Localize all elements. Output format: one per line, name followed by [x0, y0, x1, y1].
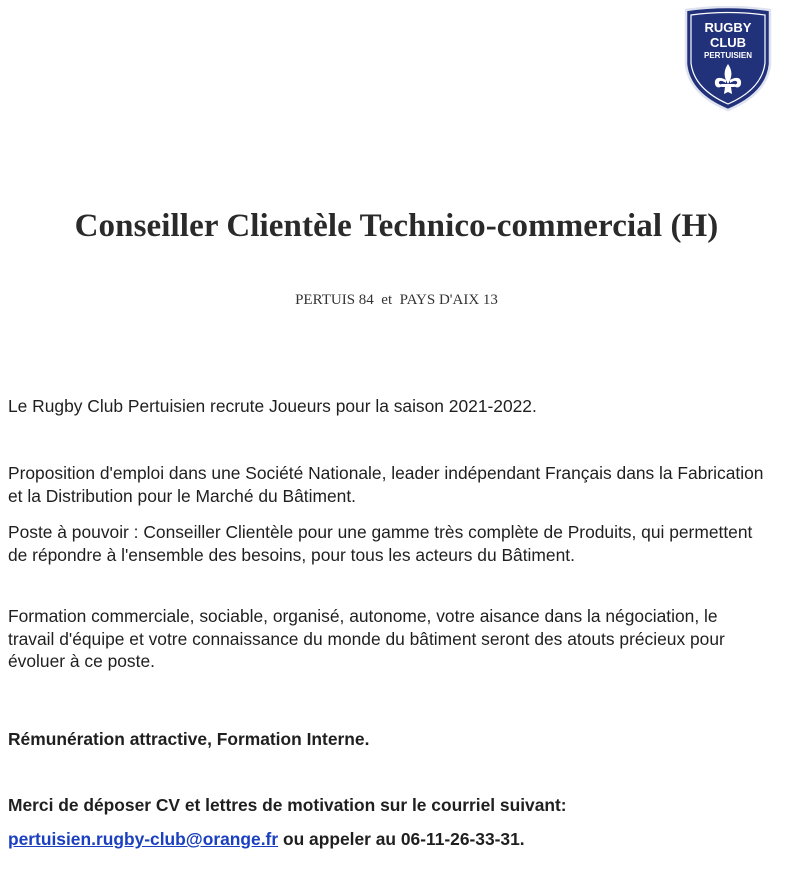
remuneration-text: Rémunération attractive, Formation Interne.	[8, 729, 370, 749]
contact-line	[8, 828, 768, 851]
phone-text: ou appeler au 06-11-26-33-31.	[278, 829, 525, 849]
logo-text-line3: PERTUISIEN	[703, 51, 753, 60]
page-title: Conseiller Clientèle Technico-commercial (H)	[74, 208, 719, 244]
email-link[interactable]: pertuisien.rugby-club@orange.fr	[8, 829, 279, 849]
position-paragraph: Poste à pouvoir : Conseiller Clientèle pour une gamme très complète de Produits, qui permettent de répondre à l'ensemble des besoins, pour tous les acteurs du Bâtiment.	[8, 522, 753, 565]
logo-text-line1: RUGBY	[704, 20, 752, 35]
profile-paragraph: Formation commerciale, sociable, organisé, autonome, votre aisance dans la négociation, le travail d'équipe et votre connaissance du monde du bâtiment seront des atouts précieux pour évoluer à ce poste.	[8, 606, 725, 671]
logo-text-line2: CLUB	[709, 35, 747, 50]
location-subtitle: PERTUIS 84 et PAYS D'AIX 13	[295, 292, 498, 308]
club-logo	[681, 6, 775, 114]
cta-text: Merci de déposer CV et lettres de motivation sur le courriel suivant:	[8, 795, 567, 815]
intro-paragraph: Le Rugby Club Pertuisien recrute Joueurs pour la saison 2021-2022.	[8, 396, 537, 416]
company-paragraph: Proposition d'emploi dans une Société Nationale, leader indépendant Français dans la Fabrication et la Distribution pour le Marché du Bâtiment.	[8, 463, 764, 506]
